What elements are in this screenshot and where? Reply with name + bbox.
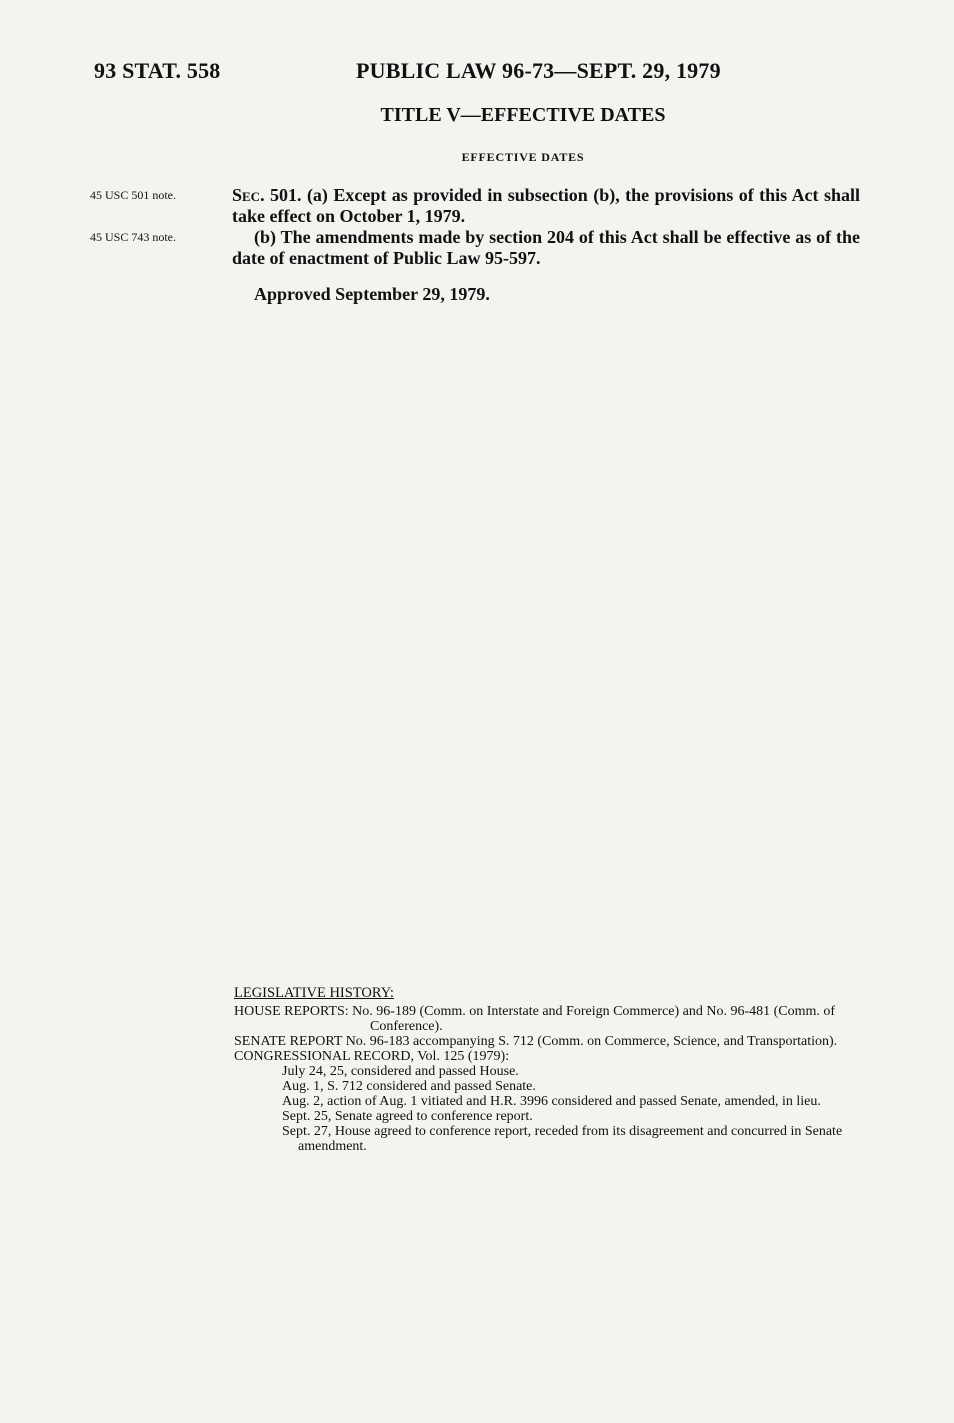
senate-report: SENATE REPORT No. 96-183 accompanying S. 712 (Comm. on Commerce, Science, and Transportation). <box>234 1034 838 1049</box>
congressional-record: CONGRESSIONAL RECORD, Vol. 125 (1979): <box>234 1049 510 1064</box>
section-501-a-text: 501. (a) Except as provided in subsection (b), the provisions of this Act shall take effect on October 1, 1979. <box>232 185 860 226</box>
approval-date: Approved September 29, 1979. <box>254 284 490 304</box>
record-entry: Aug. 1, S. 712 considered and passed Senate. <box>282 1079 536 1094</box>
record-entry: Sept. 25, Senate agreed to conference report. <box>282 1109 533 1124</box>
section-501-a <box>232 185 860 227</box>
record-entry: Sept. 27, House agreed to conference report, receded from its disagreement and concurred in Senate amendment. <box>282 1124 843 1154</box>
public-law-header: PUBLIC LAW 96-73—SEPT. 29, 1979 <box>356 58 721 83</box>
bleed-through-text <box>232 330 860 630</box>
legislative-history <box>234 986 874 1154</box>
margin-note-501: 45 USC 501 note. <box>90 188 177 202</box>
section-501-b: (b) The amendments made by section 204 of this Act shall be effective as of the date of enactment of Public Law 95-597. <box>232 227 860 268</box>
page-stat-header: 93 STAT. 558 <box>94 58 221 83</box>
title-heading: TITLE V—EFFECTIVE DATES <box>380 104 666 126</box>
section-heading: EFFECTIVE DATES <box>461 150 585 164</box>
house-reports: HOUSE REPORTS: No. 96-189 (Comm. on Interstate and Foreign Commerce) and No. 96-481 (Comm. of Conference). <box>234 1004 836 1034</box>
sec-label: Sec. <box>232 185 265 205</box>
record-entry: Aug. 2, action of Aug. 1 vitiated and H.R. 3996 considered and passed Senate, amended, in lieu. <box>282 1094 821 1109</box>
legislative-history-heading: LEGISLATIVE HISTORY: <box>234 985 394 1001</box>
margin-note-743: 45 USC 743 note. <box>90 230 177 244</box>
record-entry: July 24, 25, considered and passed House. <box>282 1064 519 1079</box>
